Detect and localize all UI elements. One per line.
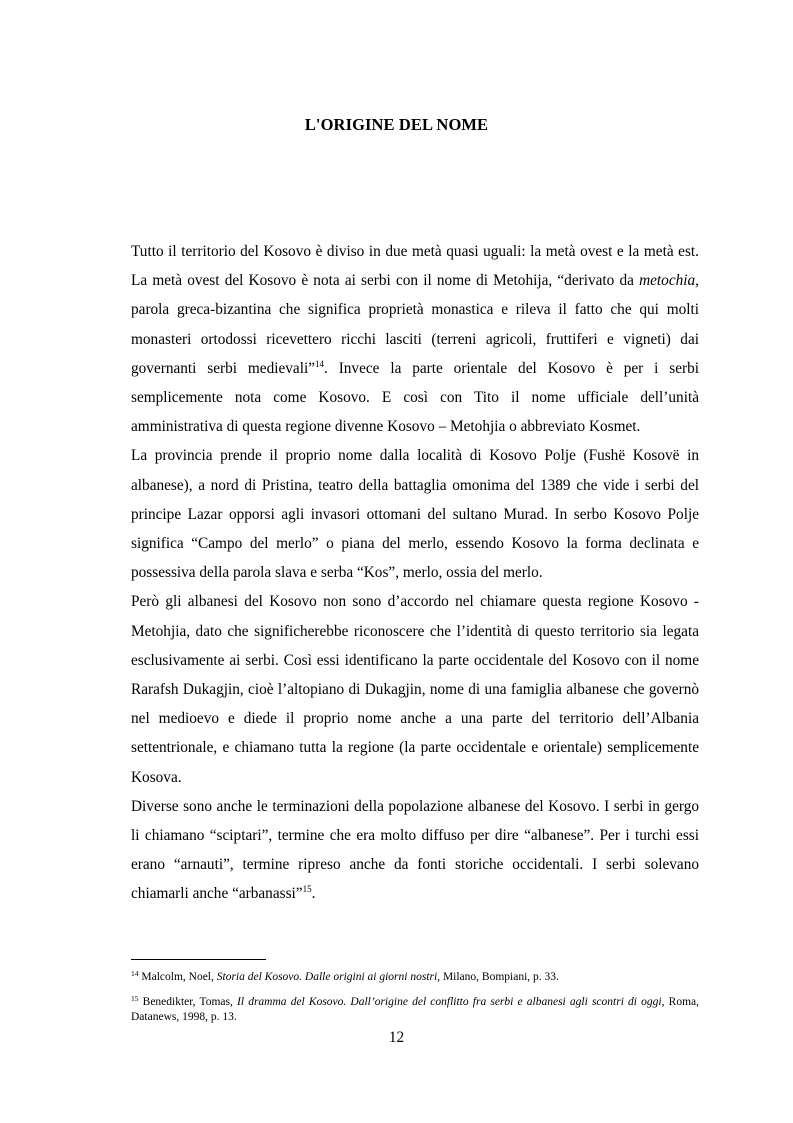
- footnote-work-title: Il dramma del Kosovo. Dall’origine del conflitto fra serbi e albanesi agli scontri di oggi,: [237, 996, 665, 1008]
- footnote-publication: Roma, Datanews, 1998, p. 13.: [131, 996, 699, 1023]
- page-number: 12: [388, 1029, 405, 1046]
- page-title: L'ORIGINE DEL NOME: [304, 115, 489, 134]
- footnotes: [131, 970, 699, 1035]
- footnote-ref-15[interactable]: 15: [302, 884, 312, 895]
- paragraph-4: [131, 792, 699, 909]
- footnote-15: [131, 995, 699, 1025]
- body-text: [131, 237, 699, 909]
- footnote-number: 15: [131, 994, 139, 1003]
- paragraph-1-text-b: , parola greca-bizantina che significa proprietà monastica e rileva il fatto che qui molti monasteri ortodossi ricevettero ricchi lasciti (terreni agricoli, fruttiferi e vigneti) dai governanti serbi medievali”: [131, 272, 699, 377]
- paragraph-1-text-c: . Invece la parte orientale del Kosovo è per i serbi semplicemente nota come Kosovo. E così con Tito il nome ufficiale dell’unità amministrativa di questa regione divenne Kosovo – Metohjia o abbreviato Kosmet.: [131, 359, 699, 436]
- paragraph-1-text-a: Tutto il territorio del Kosovo è diviso in due metà quasi uguali: la metà ovest e la metà est. La metà ovest del Kosovo è nota ai serbi con il nome di Metohija, “derivato da: [131, 243, 699, 290]
- paragraph-1-emphasis: metochia: [639, 272, 696, 290]
- footnote-author: Malcolm, Noel,: [138, 971, 217, 983]
- footnote-number: 14: [131, 969, 139, 978]
- paragraph-4-text-a: Diverse sono anche le terminazioni della popolazione albanese del Kosovo. I serbi in gergo li chiamano “sciptari”, termine che era molto diffuso per dire “albanese”. Per i turchi essi erano “arnauti”, termine ripreso anche da fonti storiche occidentali. I serbi solevano chiamarli anche “arbanassi”: [131, 797, 699, 903]
- footnote-work-title: Storia del Kosovo. Dalle origini ai giorni nostri,: [216, 971, 441, 983]
- paragraph-3: Però gli albanesi del Kosovo non sono d’accordo nel chiamare questa regione Kosovo - Metohjia, dato che significherebbe riconoscere che l’identità di questo territorio sia legata esclusivamente ai serbi. Così essi identificano la parte occidentale del Kosovo con il nome Rarafsh Dukagjin, cioè l’altopiano di Dukagjin, nome di una famiglia albanese che governò nel medioevo e diede il proprio nome anche a una parte del territorio dell’Albania settentrionale, e chiamano tutta la regione (la parte occidentale e orientale) semplicemente Kosova.: [131, 593, 699, 786]
- footnote-ref-14[interactable]: 14: [315, 358, 324, 369]
- footnote-publication: Milano, Bompiani, p. 33.: [440, 971, 559, 983]
- paragraph-4-text-b: .: [311, 885, 316, 903]
- footnote-separator: [131, 959, 266, 960]
- footnote-14: [131, 970, 699, 985]
- footnote-author: Benedikter, Tomas,: [138, 996, 238, 1008]
- paragraph-2: La provincia prende il proprio nome dalla località di Kosovo Polje (Fushë Kosovë in albanese), a nord di Pristina, teatro della battaglia omonima del 1389 che vide i serbi del principe Lazar opporsi agli invasori ottomani del sultano Murad. In serbo Kosovo Polje significa “Campo del merlo” o piana del merlo, essendo Kosovo la forma declinata e possessiva della parola slava e serba “Kos”, merlo, ossia del merlo.: [131, 447, 699, 582]
- paragraph-1: [131, 237, 699, 441]
